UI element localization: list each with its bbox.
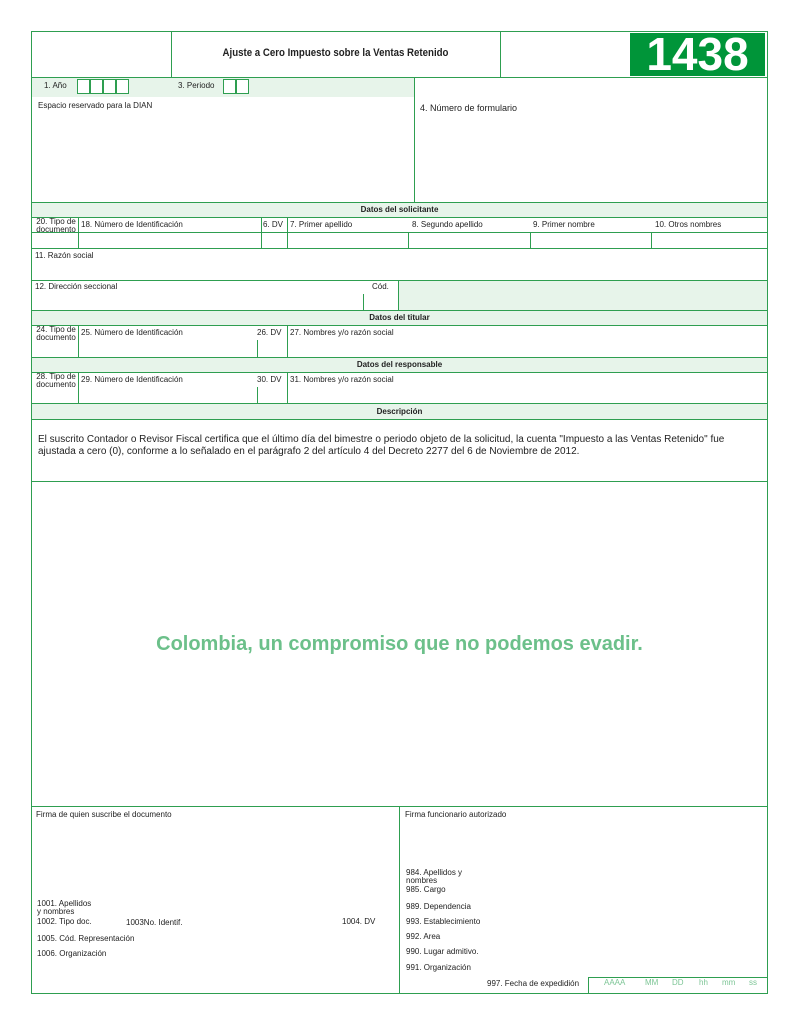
signer-org-label: 1006. Organización [37, 949, 107, 958]
year-digit-4[interactable] [116, 79, 129, 94]
description-text: El suscrito Contador o Revisor Fiscal certifica que el último día del bimestre o periodo objeto de la solicitud, la cuenta "Impuesto a las Ventas Retenido" fue ajustada a cero (0), conforme a lo señalado en el parágrafo 2 del artículo 4 del Decreto 2277 del 6 de Noviembre de 2012. [38, 434, 725, 457]
signer-rep-code-label: 1005. Cód. Representación [37, 934, 135, 943]
first-name-label: 9. Primer nombre [533, 220, 595, 229]
signer-title: Firma de quien suscribe el documento [36, 810, 172, 819]
sectional-field[interactable] [32, 294, 362, 309]
descripcion-section-title: Descripción [376, 407, 423, 416]
responsable-names-field[interactable] [288, 387, 767, 402]
divider [31, 357, 768, 358]
date-part-minute: mm [722, 978, 736, 987]
divider [31, 372, 768, 373]
solicitante-section-title: Datos del solicitante [360, 205, 439, 214]
titular-dv-label: 26. DV [257, 328, 282, 337]
divider [31, 217, 768, 218]
divider [414, 77, 415, 202]
form-number: 1438 [646, 28, 749, 80]
year-label: 1. Año [44, 81, 67, 90]
official-lugar-label: 990. Lugar admitivo. [406, 947, 479, 956]
dian-space-label: Espacio reservado para la DIAN [38, 101, 153, 110]
solicitante-id-label: 18. Número de Identificación [81, 220, 183, 229]
form-no-label: 4. Número de formulario [420, 103, 518, 113]
first-surname-label: 7. Primer apellido [290, 220, 353, 229]
form-title: Ajuste a Cero Impuesto sobre la Ventas Retenido [222, 47, 449, 59]
titular-id-label: 25. Número de Identificación [81, 328, 183, 337]
titular-doc-type-field[interactable] [32, 340, 78, 356]
other-names-field[interactable] [652, 233, 767, 248]
signer-dv-label: 1004. DV [342, 917, 376, 926]
official-dependencia-label: 989. Dependencia [406, 902, 471, 911]
responsable-dv-label: 30. DV [257, 375, 282, 384]
issue-date-label: 997. Fecha de expedidión [487, 979, 580, 988]
code-field[interactable] [364, 294, 398, 309]
divider [31, 419, 768, 420]
official-title: Firma funcionario autorizado [405, 810, 507, 819]
business-name-label: 11. Razón social [35, 251, 94, 260]
solicitante-dv-field[interactable] [262, 233, 287, 248]
solicitante-doc-type-label: 20. Tipo de documento [36, 217, 76, 235]
divider [399, 806, 400, 994]
official-cargo-label: 985. Cargo [406, 885, 446, 894]
divider [171, 31, 172, 77]
code-label: Cód. [372, 282, 389, 291]
sectional-label: 12. Dirección seccional [35, 282, 118, 291]
divider [31, 202, 768, 203]
date-part-day: DD [672, 978, 684, 987]
year-digit-3[interactable] [103, 79, 116, 94]
divider [31, 325, 768, 326]
date-part-hour: hh [699, 978, 708, 987]
responsable-doc-type-field[interactable] [32, 387, 78, 402]
signer-doc-type-label: 1002. Tipo doc. [37, 917, 92, 926]
date-part-second: ss [749, 978, 757, 987]
date-part-month: MM [645, 978, 659, 987]
first-surname-field[interactable] [288, 233, 408, 248]
titular-dv-field[interactable] [258, 340, 287, 356]
second-surname-field[interactable] [409, 233, 530, 248]
responsable-section-title: Datos del responsable [356, 360, 443, 369]
divider [31, 310, 768, 311]
solicitante-doc-type-field[interactable] [32, 233, 78, 248]
responsable-doc-type-label: 28. Tipo de documento [36, 372, 76, 390]
divider [31, 403, 768, 404]
official-signature-area[interactable] [401, 822, 766, 866]
date-part-year: AAAA [604, 978, 626, 987]
business-name-field[interactable] [32, 262, 767, 279]
titular-names-label: 27. Nombres y/o razón social [290, 328, 394, 337]
period-label: 3. Periodo [178, 81, 215, 90]
titular-section-title: Datos del titular [369, 313, 430, 322]
shaded-area [399, 281, 767, 310]
solicitante-dv-label: 6. DV [263, 220, 284, 229]
period-digit-1[interactable] [223, 79, 236, 94]
responsable-names-label: 31. Nombres y/o razón social [290, 375, 394, 384]
signer-names-label: 1001. Apellidos y nombres [37, 899, 92, 917]
first-name-field[interactable] [531, 233, 651, 248]
solicitante-id-field[interactable] [79, 233, 261, 248]
year-digit-2[interactable] [90, 79, 103, 94]
other-names-label: 10. Otros nombres [655, 220, 722, 229]
signer-id-label: 1003No. Identif. [126, 918, 183, 927]
titular-id-field[interactable] [79, 340, 257, 356]
titular-doc-type-label: 24. Tipo de documento [36, 325, 76, 343]
divider [31, 481, 768, 482]
signer-signature-area[interactable] [33, 822, 397, 896]
official-area-label: 992. Area [406, 932, 441, 941]
second-surname-label: 8. Segundo apellido [412, 220, 483, 229]
responsable-id-field[interactable] [79, 387, 257, 402]
divider [31, 248, 768, 249]
year-digit-1[interactable] [77, 79, 90, 94]
period-digit-2[interactable] [236, 79, 249, 94]
responsable-dv-field[interactable] [258, 387, 287, 402]
responsable-id-label: 29. Número de Identificación [81, 375, 183, 384]
divider [500, 31, 501, 77]
titular-names-field[interactable] [288, 340, 767, 356]
official-names-label: 984. Apellidos y nombres [406, 868, 463, 886]
official-establecimiento-label: 993. Establecimiento [406, 917, 481, 926]
official-org-label: 991. Organización [406, 963, 471, 972]
slogan: Colombia, un compromiso que no podemos evadir. [156, 633, 643, 655]
